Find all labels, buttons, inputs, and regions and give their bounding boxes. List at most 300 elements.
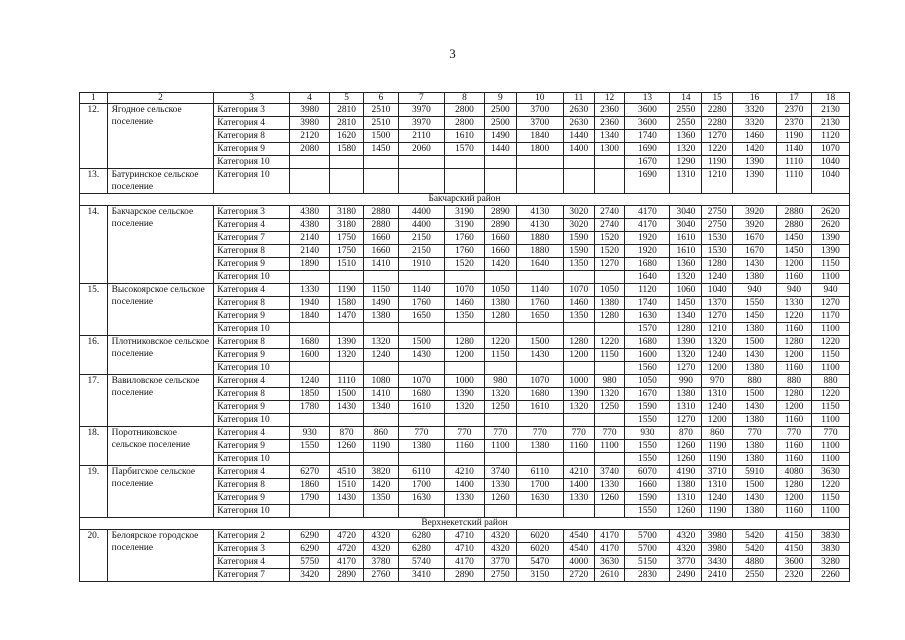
value-cell: 1390	[563, 388, 594, 401]
value-cell: 1240	[702, 401, 733, 414]
value-cell: 1050	[594, 284, 625, 297]
value-cell: 1330	[563, 492, 594, 505]
value-cell: 6110	[398, 466, 444, 479]
value-cell: 1240	[363, 349, 398, 362]
value-cell: 2110	[398, 130, 444, 143]
value-cell: 1380	[733, 323, 777, 336]
value-cell: 1800	[516, 143, 563, 156]
value-cell: 1390	[733, 169, 777, 194]
value-cell: 1220	[594, 336, 625, 349]
value-cell: 1460	[444, 297, 484, 310]
tariff-table	[79, 92, 850, 582]
value-cell: 1070	[563, 284, 594, 297]
column-number-cell: 15	[702, 93, 733, 104]
value-cell: 1660	[484, 245, 516, 258]
value-cell: 1330	[777, 297, 812, 310]
value-cell: 1320	[444, 401, 484, 414]
value-cell: 1470	[330, 310, 364, 323]
category-cell: Категория 8	[214, 245, 290, 258]
value-cell: 1070	[516, 375, 563, 388]
value-cell: 3820	[363, 466, 398, 479]
value-cell	[594, 156, 625, 169]
value-cell: 2320	[777, 569, 812, 582]
column-number-cell: 16	[733, 93, 777, 104]
value-cell: 1150	[811, 492, 849, 505]
value-cell: 2280	[702, 117, 733, 130]
category-cell: Категория 4	[214, 375, 290, 388]
value-cell: 1270	[702, 130, 733, 143]
value-cell	[516, 453, 563, 466]
category-cell: Категория 9	[214, 492, 290, 505]
value-cell: 3190	[444, 206, 484, 219]
value-cell: 1550	[625, 505, 670, 518]
value-cell: 3040	[670, 219, 702, 232]
value-cell: 1610	[670, 245, 702, 258]
page-number: 3	[449, 46, 456, 61]
value-cell: 770	[484, 427, 516, 440]
value-cell: 1600	[290, 349, 330, 362]
value-cell: 1170	[811, 310, 849, 323]
value-cell: 1150	[811, 258, 849, 271]
value-cell: 1160	[563, 440, 594, 453]
value-cell: 1260	[330, 440, 364, 453]
value-cell: 4320	[484, 530, 516, 543]
value-cell: 1440	[563, 130, 594, 143]
column-number-cell: 14	[670, 93, 702, 104]
value-cell: 1380	[398, 440, 444, 453]
value-cell: 4880	[733, 556, 777, 569]
value-cell	[444, 414, 484, 427]
category-cell: Категория 8	[214, 479, 290, 492]
value-cell: 1660	[484, 232, 516, 245]
category-cell: Категория 2	[214, 530, 290, 543]
value-cell: 1500	[363, 130, 398, 143]
category-cell: Категория 4	[214, 284, 290, 297]
value-cell	[563, 453, 594, 466]
value-cell: 1580	[330, 297, 364, 310]
value-cell	[363, 323, 398, 336]
category-cell: Категория 10	[214, 414, 290, 427]
value-cell: 930	[290, 427, 330, 440]
category-cell: Категория 4	[214, 117, 290, 130]
value-cell: 1100	[594, 440, 625, 453]
value-cell: 1570	[625, 323, 670, 336]
column-number-cell: 9	[484, 93, 516, 104]
value-cell	[330, 323, 364, 336]
value-cell: 3770	[484, 556, 516, 569]
value-cell: 1380	[363, 310, 398, 323]
value-cell: 2750	[484, 569, 516, 582]
value-cell: 4380	[290, 206, 330, 219]
value-cell: 1320	[670, 349, 702, 362]
table-row	[80, 169, 850, 194]
value-cell: 1060	[670, 284, 702, 297]
value-cell: 1430	[733, 401, 777, 414]
value-cell: 1610	[444, 130, 484, 143]
value-cell: 1280	[444, 336, 484, 349]
value-cell	[290, 453, 330, 466]
value-cell: 1100	[811, 505, 849, 518]
value-cell: 1350	[563, 310, 594, 323]
value-cell: 2630	[563, 117, 594, 130]
value-cell: 1110	[777, 156, 812, 169]
value-cell: 870	[330, 427, 364, 440]
value-cell: 2140	[290, 245, 330, 258]
value-cell: 1390	[811, 245, 849, 258]
value-cell: 6280	[398, 530, 444, 543]
value-cell: 1310	[670, 401, 702, 414]
value-cell: 3920	[733, 219, 777, 232]
row-number: 19.	[80, 466, 108, 518]
value-cell: 1670	[625, 388, 670, 401]
value-cell: 4320	[363, 530, 398, 543]
value-cell: 4170	[444, 556, 484, 569]
value-cell: 3740	[594, 466, 625, 479]
value-cell: 1150	[484, 349, 516, 362]
value-cell	[290, 505, 330, 518]
value-cell: 1310	[670, 492, 702, 505]
category-cell: Категория 3	[214, 104, 290, 117]
value-cell	[484, 156, 516, 169]
value-cell	[594, 453, 625, 466]
value-cell	[516, 271, 563, 284]
value-cell: 1680	[516, 388, 563, 401]
value-cell	[290, 271, 330, 284]
value-cell: 1200	[702, 414, 733, 427]
value-cell: 1120	[625, 284, 670, 297]
category-cell: Категория 9	[214, 310, 290, 323]
value-cell: 1840	[516, 130, 563, 143]
category-cell: Категория 4	[214, 466, 290, 479]
value-cell: 2360	[594, 104, 625, 117]
value-cell: 1040	[702, 284, 733, 297]
table-row	[80, 104, 850, 117]
table-row	[80, 206, 850, 219]
value-cell: 6020	[516, 530, 563, 543]
column-number-cell: 13	[625, 93, 670, 104]
value-cell: 5700	[625, 543, 670, 556]
value-cell: 1380	[594, 297, 625, 310]
value-cell: 2080	[290, 143, 330, 156]
value-cell: 1570	[444, 143, 484, 156]
value-cell: 3600	[777, 556, 812, 569]
value-cell: 4720	[330, 530, 364, 543]
value-cell: 1610	[398, 401, 444, 414]
value-cell: 1150	[811, 401, 849, 414]
value-cell: 2880	[363, 219, 398, 232]
value-cell: 1630	[516, 492, 563, 505]
row-number: 14.	[80, 206, 108, 284]
value-cell	[516, 505, 563, 518]
value-cell: 970	[702, 375, 733, 388]
value-cell: 1660	[363, 245, 398, 258]
row-number: 15.	[80, 284, 108, 336]
value-cell: 980	[484, 375, 516, 388]
value-cell: 1890	[290, 258, 330, 271]
table-row	[80, 284, 850, 297]
value-cell: 1920	[625, 245, 670, 258]
value-cell: 2720	[563, 569, 594, 582]
value-cell: 770	[516, 427, 563, 440]
value-cell: 1290	[670, 156, 702, 169]
value-cell: 3740	[484, 466, 516, 479]
settlement-name: Белоярское городское поселение	[107, 530, 214, 582]
value-cell: 5150	[625, 556, 670, 569]
value-cell: 940	[811, 284, 849, 297]
value-cell: 1860	[290, 479, 330, 492]
value-cell: 2060	[398, 143, 444, 156]
category-cell: Категория 8	[214, 336, 290, 349]
value-cell	[330, 453, 364, 466]
value-cell: 2880	[777, 206, 812, 219]
value-cell	[516, 156, 563, 169]
value-cell: 4540	[563, 530, 594, 543]
value-cell: 3970	[398, 117, 444, 130]
value-cell: 3630	[811, 466, 849, 479]
value-cell	[290, 323, 330, 336]
column-number-cell: 7	[398, 93, 444, 104]
value-cell: 2370	[777, 104, 812, 117]
value-cell: 1430	[330, 492, 364, 505]
value-cell: 1340	[670, 310, 702, 323]
value-cell: 3020	[563, 219, 594, 232]
value-cell	[398, 414, 444, 427]
value-cell: 4320	[670, 543, 702, 556]
settlement-name: Парбигское сельское поселение	[107, 466, 214, 518]
value-cell: 1590	[563, 232, 594, 245]
value-cell: 1000	[563, 375, 594, 388]
value-cell: 1000	[444, 375, 484, 388]
value-cell: 1070	[444, 284, 484, 297]
value-cell: 940	[777, 284, 812, 297]
value-cell: 3770	[670, 556, 702, 569]
value-cell: 3980	[702, 543, 733, 556]
value-cell: 3980	[290, 104, 330, 117]
value-cell	[444, 156, 484, 169]
value-cell	[398, 271, 444, 284]
category-cell: Категория 9	[214, 401, 290, 414]
column-number-cell: 2	[107, 93, 214, 104]
value-cell: 1280	[594, 310, 625, 323]
value-cell: 1240	[702, 271, 733, 284]
value-cell: 770	[563, 427, 594, 440]
value-cell: 1100	[811, 414, 849, 427]
value-cell: 1420	[484, 258, 516, 271]
value-cell: 930	[625, 427, 670, 440]
value-cell: 1520	[594, 245, 625, 258]
value-cell: 1500	[733, 388, 777, 401]
value-cell: 1040	[811, 156, 849, 169]
value-cell: 1440	[484, 143, 516, 156]
value-cell: 4380	[290, 219, 330, 232]
value-cell: 1280	[702, 258, 733, 271]
category-cell: Категория 9	[214, 258, 290, 271]
value-cell: 770	[594, 427, 625, 440]
value-cell: 2120	[290, 130, 330, 143]
value-cell: 4710	[444, 530, 484, 543]
value-cell: 1220	[811, 388, 849, 401]
category-cell: Категория 4	[214, 427, 290, 440]
value-cell: 1500	[733, 479, 777, 492]
value-cell	[484, 505, 516, 518]
value-cell	[516, 323, 563, 336]
value-cell: 1210	[702, 169, 733, 194]
value-cell: 1530	[702, 232, 733, 245]
value-cell: 770	[444, 427, 484, 440]
value-cell: 1380	[670, 388, 702, 401]
value-cell: 2150	[398, 245, 444, 258]
value-cell: 1260	[670, 440, 702, 453]
value-cell: 1430	[516, 349, 563, 362]
value-cell: 1240	[702, 492, 733, 505]
value-cell: 1450	[777, 245, 812, 258]
value-cell: 1070	[811, 143, 849, 156]
value-cell: 2550	[733, 569, 777, 582]
value-cell: 1220	[777, 310, 812, 323]
value-cell: 3320	[733, 104, 777, 117]
value-cell: 3180	[330, 206, 364, 219]
value-cell: 1120	[811, 130, 849, 143]
row-number: 17.	[80, 375, 108, 427]
value-cell: 5910	[733, 466, 777, 479]
value-cell	[563, 414, 594, 427]
value-cell: 880	[733, 375, 777, 388]
value-cell: 3700	[516, 117, 563, 130]
value-cell: 1190	[363, 440, 398, 453]
value-cell	[290, 414, 330, 427]
value-cell: 2830	[625, 569, 670, 582]
value-cell	[563, 169, 594, 194]
value-cell: 1330	[290, 284, 330, 297]
value-cell: 1270	[811, 297, 849, 310]
value-cell	[594, 414, 625, 427]
value-cell: 2880	[777, 219, 812, 232]
value-cell: 1220	[702, 143, 733, 156]
value-cell: 4320	[484, 543, 516, 556]
value-cell	[330, 505, 364, 518]
row-number: 16.	[80, 336, 108, 375]
value-cell: 1520	[594, 232, 625, 245]
value-cell: 1200	[563, 349, 594, 362]
value-cell: 1750	[330, 245, 364, 258]
value-cell: 1940	[290, 297, 330, 310]
value-cell	[290, 362, 330, 375]
value-cell: 1340	[363, 401, 398, 414]
value-cell: 1500	[398, 336, 444, 349]
value-cell	[563, 323, 594, 336]
value-cell: 1280	[670, 323, 702, 336]
value-cell: 2620	[811, 206, 849, 219]
district-name: Верхнекетский район	[80, 518, 850, 530]
value-cell: 6280	[398, 543, 444, 556]
value-cell: 1690	[625, 143, 670, 156]
value-cell: 5700	[625, 530, 670, 543]
value-cell: 1160	[777, 271, 812, 284]
value-cell: 3980	[702, 530, 733, 543]
value-cell: 2140	[290, 232, 330, 245]
value-cell	[484, 362, 516, 375]
value-cell: 1430	[733, 492, 777, 505]
value-cell: 4320	[363, 543, 398, 556]
table-row	[80, 375, 850, 388]
value-cell: 980	[594, 375, 625, 388]
value-cell: 1160	[777, 414, 812, 427]
value-cell: 1380	[733, 362, 777, 375]
value-cell: 4170	[330, 556, 364, 569]
value-cell	[516, 362, 563, 375]
value-cell: 1110	[330, 375, 364, 388]
value-cell: 2360	[594, 117, 625, 130]
value-cell: 2500	[484, 117, 516, 130]
value-cell: 1350	[444, 310, 484, 323]
value-cell: 1740	[625, 297, 670, 310]
column-number-cell: 10	[516, 93, 563, 104]
value-cell: 1260	[670, 453, 702, 466]
column-number-cell: 11	[563, 93, 594, 104]
value-cell: 1760	[398, 297, 444, 310]
table-row	[80, 530, 850, 543]
value-cell: 1140	[777, 143, 812, 156]
value-cell: 770	[733, 427, 777, 440]
value-cell: 1270	[670, 414, 702, 427]
value-cell: 1670	[733, 245, 777, 258]
category-cell: Категория 9	[214, 349, 290, 362]
category-cell: Категория 3	[214, 206, 290, 219]
value-cell: 1430	[733, 349, 777, 362]
value-cell: 3020	[563, 206, 594, 219]
value-cell: 1490	[363, 297, 398, 310]
column-number-cell: 18	[811, 93, 849, 104]
value-cell: 990	[670, 375, 702, 388]
value-cell: 6270	[290, 466, 330, 479]
value-cell: 770	[398, 427, 444, 440]
value-cell: 2130	[811, 104, 849, 117]
value-cell: 1200	[777, 492, 812, 505]
value-cell: 2260	[811, 569, 849, 582]
value-cell: 1220	[811, 479, 849, 492]
value-cell	[594, 505, 625, 518]
value-cell: 1310	[702, 479, 733, 492]
value-cell: 1160	[777, 323, 812, 336]
value-cell: 2890	[330, 569, 364, 582]
value-cell: 1610	[670, 232, 702, 245]
value-cell: 1400	[444, 479, 484, 492]
value-cell: 3600	[625, 104, 670, 117]
value-cell	[594, 271, 625, 284]
value-cell: 1510	[330, 479, 364, 492]
value-cell: 1760	[444, 232, 484, 245]
value-cell: 1200	[444, 349, 484, 362]
value-cell: 2610	[594, 569, 625, 582]
value-cell	[484, 271, 516, 284]
value-cell: 1550	[290, 440, 330, 453]
value-cell	[444, 505, 484, 518]
value-cell: 1210	[702, 323, 733, 336]
category-cell: Категория 10	[214, 323, 290, 336]
value-cell: 1190	[702, 453, 733, 466]
district-row	[80, 194, 850, 206]
value-cell: 1380	[733, 414, 777, 427]
value-cell	[363, 271, 398, 284]
value-cell	[363, 169, 398, 194]
value-cell: 1380	[484, 297, 516, 310]
value-cell: 2890	[444, 569, 484, 582]
value-cell: 4190	[670, 466, 702, 479]
value-cell: 860	[702, 427, 733, 440]
value-cell: 1670	[733, 232, 777, 245]
value-cell: 1320	[702, 336, 733, 349]
value-cell: 2630	[563, 104, 594, 117]
